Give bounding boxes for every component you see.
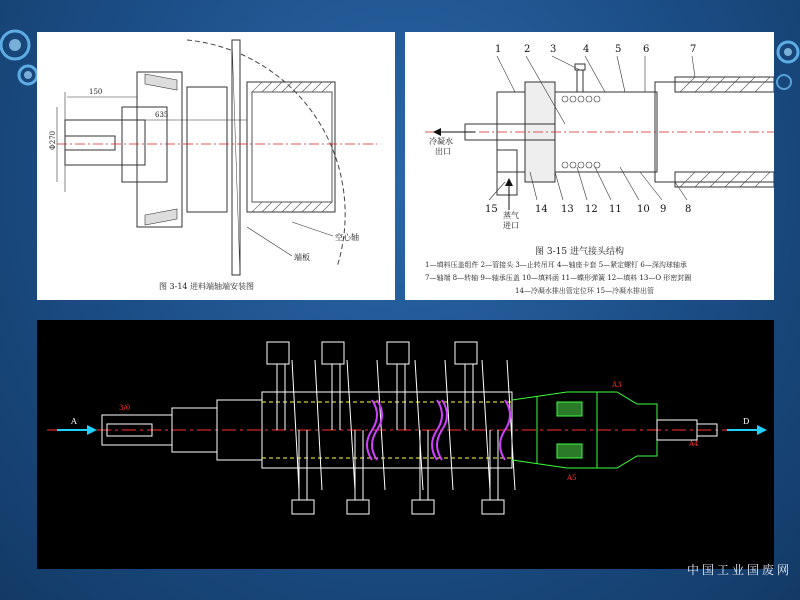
figure-3-15-panel bbox=[405, 32, 774, 300]
legend-line-1: 1—填料压盖组件 2—管接头 3—止转吊耳 4—轴座卡套 5—紧定螺钉 6—深沟球轴承 bbox=[425, 261, 687, 269]
arrow-label-a: A bbox=[71, 417, 77, 426]
part-number-top: 3 bbox=[550, 44, 557, 55]
steam-joint-structure-drawing bbox=[405, 32, 774, 242]
cad-shaft-drawing-panel bbox=[37, 320, 774, 569]
part-number-top: 2 bbox=[524, 44, 531, 55]
callout-end-plate: 端板 bbox=[294, 253, 310, 262]
label-bottom: A5 bbox=[567, 474, 577, 482]
figure-3-14-panel bbox=[37, 32, 395, 300]
part-number-bottom: 9 bbox=[660, 204, 667, 215]
part-number-bottom: 14 bbox=[535, 204, 548, 215]
label-mid: A3 bbox=[612, 381, 622, 389]
arrow-label-d: D bbox=[743, 417, 750, 426]
legend-line-2: 7—轴端 8—转轴 9—轴承压盖 10—填料函 11—蝶形弹簧 12—填料 13—O 形密封圈 bbox=[425, 274, 692, 282]
label-steam-inlet-1: 蒸气 bbox=[503, 211, 519, 220]
part-number-bottom: 11 bbox=[609, 204, 622, 215]
part-number-top: 1 bbox=[495, 44, 502, 55]
part-number-bottom: 12 bbox=[585, 204, 598, 215]
dim-635: 635 bbox=[155, 111, 169, 119]
part-number-bottom: 15 bbox=[485, 204, 498, 215]
part-number-bottom: 13 bbox=[561, 204, 574, 215]
callout-hollow-shaft: 空心轴 bbox=[335, 233, 359, 242]
legend-line-3: 14—冷凝水排出管定位环 15—冷凝水排出管 bbox=[515, 287, 655, 295]
label-water-outlet-1: 冷凝水 bbox=[429, 137, 453, 146]
dim-150: 150 bbox=[89, 88, 103, 96]
part-number-bottom: 10 bbox=[637, 204, 650, 215]
dim-phi270: Φ270 bbox=[49, 130, 57, 150]
shaft-end-installation-drawing bbox=[37, 32, 395, 300]
part-number-top: 6 bbox=[643, 44, 650, 55]
label-right: A4 bbox=[689, 440, 699, 448]
part-number-top: 7 bbox=[690, 44, 697, 55]
cad-rotor-drawing bbox=[37, 320, 774, 569]
label-left: 3/0 bbox=[119, 404, 131, 412]
part-number-bottom: 8 bbox=[685, 204, 692, 215]
watermark-text: 中国工业国废网 bbox=[686, 563, 792, 577]
figure-3-14-caption: 图 3-14 进料端轴端安装图 bbox=[159, 282, 255, 291]
part-number-top: 5 bbox=[615, 44, 622, 55]
label-water-outlet-2: 出口 bbox=[435, 147, 451, 156]
label-steam-inlet-2: 进口 bbox=[503, 221, 519, 230]
part-number-top: 4 bbox=[583, 44, 590, 55]
figure-3-15-caption: 图 3-15 进气接头结构 bbox=[535, 247, 624, 257]
